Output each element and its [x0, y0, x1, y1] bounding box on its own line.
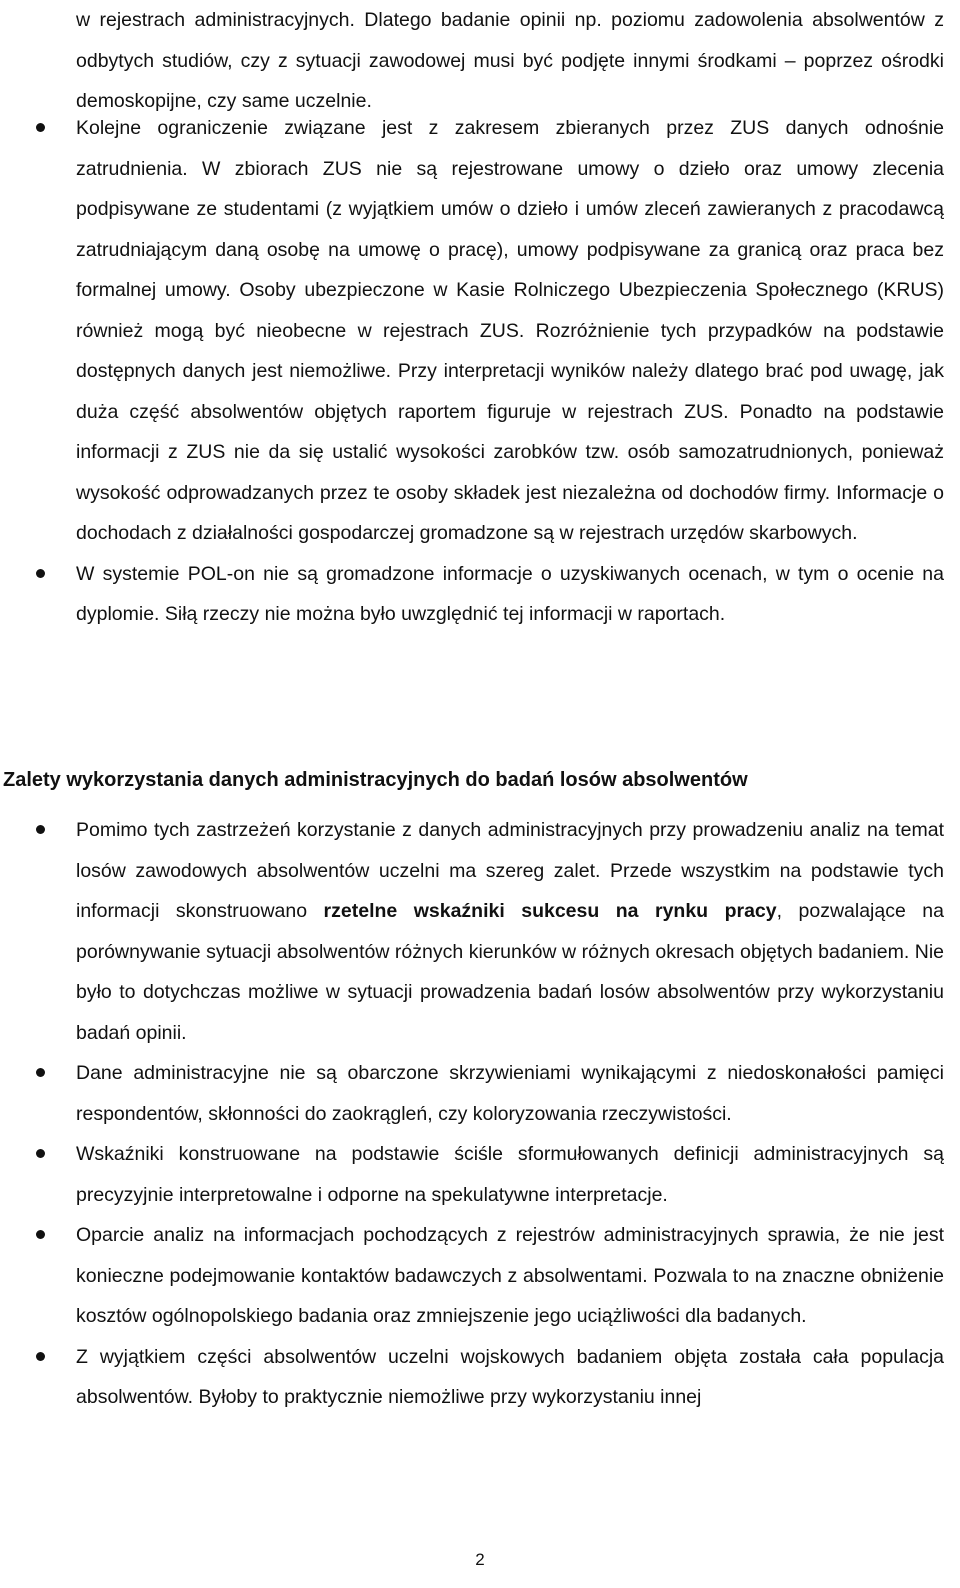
limitation-text-zus: Kolejne ograniczenie związane jest z zakresem zbieranych przez ZUS danych odnośnie zatrudnienia. W zbiorach ZUS nie są rejestrowane umowy o dzieło oraz umowy zlecenia podpisywane ze studentami (z wyjątkiem umów o dzieło i umów zleceń zawieranych z pracodawcą zatrudniającym daną osobę na umowę o pracę), umowy podpisywane za granicą oraz praca bez formalnej umowy. Osoby ubezpieczone w Kasie Rolniczego Ubezpieczenia Społecznego (KRUS) również mogą być nieobecne w rejestrach ZUS. Rozróżnienie tych przypadków na podstawie dostępnych danych jest niemożliwe. Przy interpretacji wyników należy dlatego brać pod uwagę, jak duża część absolwentów objętych raportem figuruje w rejestrach ZUS. Ponadto na podstawie informacji z ZUS nie da się ustalić wysokości zarobków tzw. osób samozatrudnionych, ponieważ wysokość odprowadzanych przez te osoby składek jest niezależna od dochodów firmy. Informacje o dochodach z działalności gospodarczej gromadzone są w rejestrach urzędów skarbowych. — [76, 117, 944, 544]
bullet-icon — [36, 123, 45, 132]
limitations-list — [0, 108, 960, 635]
bullet-icon — [36, 1149, 45, 1158]
page-number: 2 — [475, 1550, 485, 1569]
advantage-text-before: Pomimo tych zastrzeżeń korzystanie z danych administracyjnych przy prowadzeniu analiz na temat losów zawodowych absolwentów uczelni ma szereg zalet. Przede wszystkim na podstawie tych informacji skonstruowano — [76, 819, 944, 922]
section-heading: Zalety wykorzystania danych administracyjnych do badań losów absolwentów — [3, 769, 748, 791]
list-item — [0, 554, 960, 635]
list-item — [0, 810, 960, 1053]
limitation-text-polon: W systemie POL-on nie są gromadzone informacje o uzyskiwanych ocenach, w tym o ocenie na dyplomie. Siłą rzeczy nie można było uwzględnić tej informacji w raportach. — [76, 562, 944, 625]
advantages-list — [0, 810, 960, 1418]
list-item — [0, 1215, 960, 1337]
list-item — [0, 1053, 960, 1134]
bullet-icon — [36, 1230, 45, 1239]
intro-paragraph: w rejestrach administracyjnych. Dlatego badanie opinii np. poziomu zadowolenia absolwentów z odbytych studiów, czy z sytuacji zawodowej musi być podjęte innymi środkami – poprzez ośrodki demoskopijne, czy same uczelnie. — [76, 9, 944, 112]
advantage-text-population: Z wyjątkiem części absolwentów uczelni wojskowych badaniem objęta została cała populacja absolwentów. Byłoby to praktycznie niemożliwe przy wykorzystaniu innej — [76, 1345, 944, 1408]
bullet-icon — [36, 569, 45, 578]
bullet-icon — [36, 1068, 45, 1077]
list-item — [0, 108, 960, 554]
list-item — [0, 1337, 960, 1418]
advantage-text-definitions: Wskaźniki konstruowane na podstawie ściśle sformułowanych definicji administracyjnych są precyzyjnie interpretowalne i odporne na spekulatywne interpretacje. — [76, 1143, 944, 1206]
advantage-text-bold: rzetelne wskaźniki sukcesu na rynku pracy — [323, 900, 777, 922]
bullet-icon — [36, 825, 45, 834]
advantage-text-memory: Dane administracyjne nie są obarczone skrzywieniami wynikającymi z niedoskonałości pamięci respondentów, skłonności do zaokrągleń, czy koloryzowania rzeczywistości. — [76, 1062, 944, 1125]
bullet-icon — [36, 1352, 45, 1361]
advantage-text-costs: Oparcie analiz na informacjach pochodzących z rejestrów administracyjnych sprawia, że nie jest konieczne podejmowanie kontaktów badawczych z absolwentami. Pozwala to na znaczne obniżenie kosztów ogólnopolskiego badania oraz zmniejszenie jego uciążliwości dla badanych. — [76, 1224, 944, 1327]
list-item — [0, 1134, 960, 1215]
advantage-text-after: , pozwalające na porównywanie sytuacji absolwentów różnych kierunków w różnych okresach objętych badaniem. Nie było to dotychczas możliwe w sytuacji prowadzenia badań losów absolwentów przy wykorzystaniu badań opinii. — [76, 900, 944, 1044]
